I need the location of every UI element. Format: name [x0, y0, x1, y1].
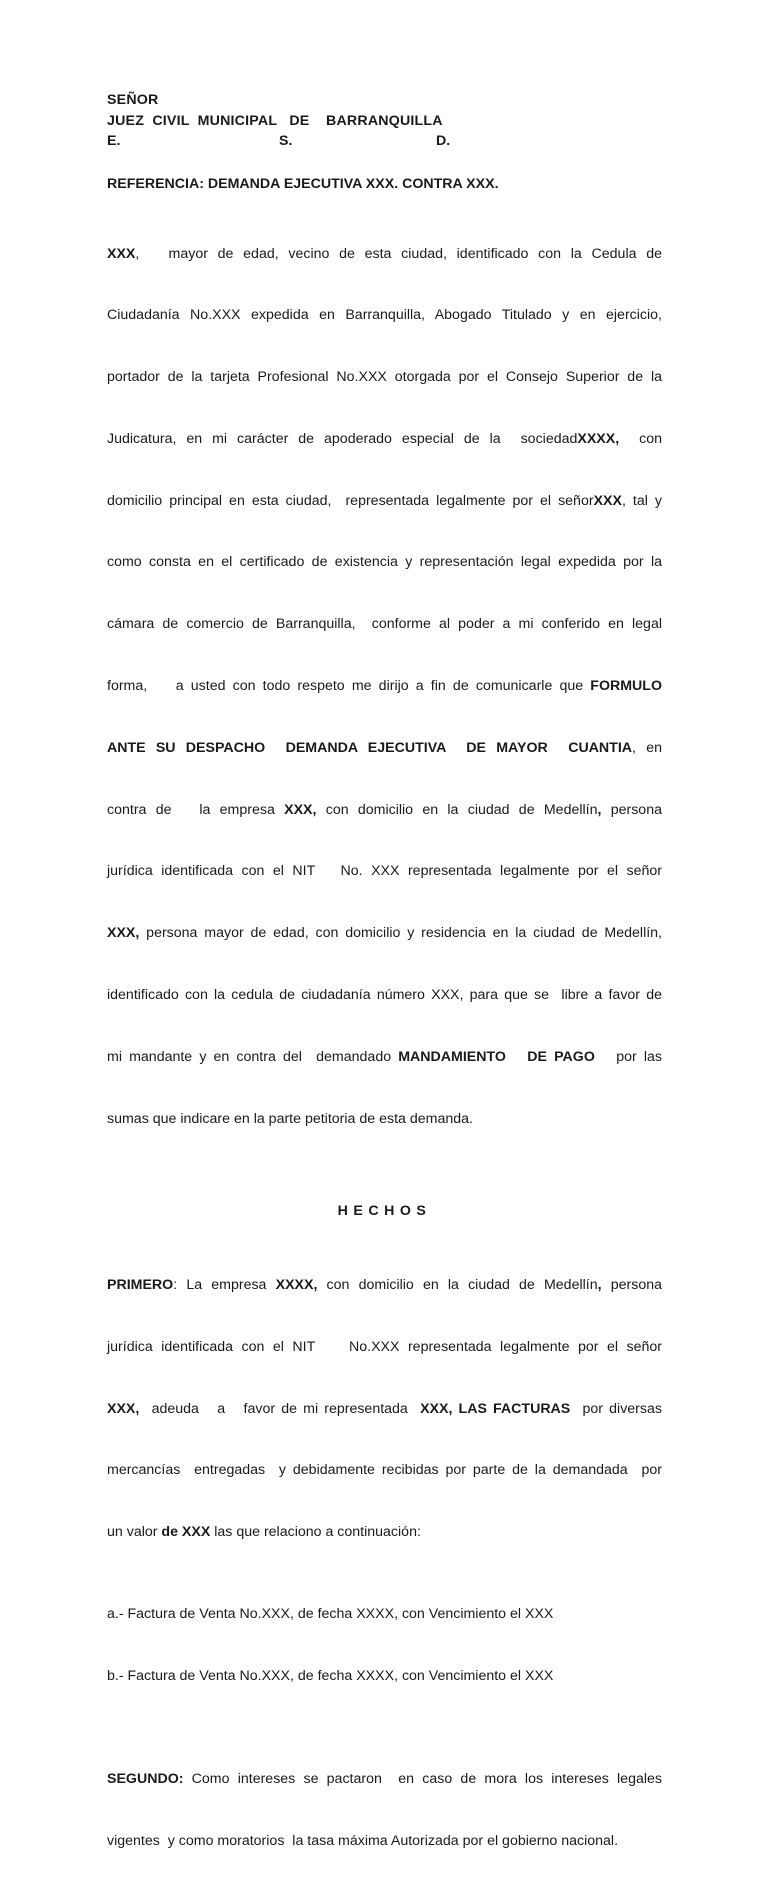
primero-line: XXX, adeuda a favor de mi representada XXX, LAS FACTURAS por diversas — [107, 1400, 662, 1417]
invoice-item-b: b.- Factura de Venta No.XXX, de fecha XXXX, con Vencimiento el XXX — [107, 1667, 554, 1684]
addressee-title: SEÑOR — [107, 92, 159, 108]
intro-line: XXX, persona mayor de edad, con domicilio y residencia en la ciudad de Medellín, — [107, 925, 662, 942]
address-block — [107, 90, 662, 152]
intro-line: Judicatura, en mi carácter de apoderado especial de la sociedadXXXX, con — [107, 430, 662, 447]
intro-line: identificado con la cedula de ciudadanía número XXX, para que se libre a favor de — [107, 986, 662, 1003]
intro-paragraph — [107, 202, 662, 1170]
addressee-court: JUEZ CIVIL MUNICIPAL DE BARRANQUILLA — [107, 112, 443, 129]
intro-line: cámara de comercio de Barranquilla, conforme al poder a mi conferido en legal — [107, 616, 662, 633]
intro-line: contra de la empresa XXX, con domicilio en la ciudad de Medellín, persona — [107, 801, 662, 818]
intro-line: XXX, mayor de edad, vecino de esta ciudad, identificado con la Cedula de — [107, 245, 662, 262]
intro-line: mi mandante y en contra del demandado MANDAMIENTO DE PAGO por las — [107, 1048, 662, 1065]
intro-line: jurídica identificada con el NIT No. XXX representada legalmente por el señor — [107, 863, 662, 880]
document-page — [107, 90, 662, 1893]
segundo-line: SEGUNDO: Como intereses se pactaron en caso de mora los intereses legales — [107, 1771, 662, 1788]
segundo-line: vigentes y como moratorios la tasa máxima Autorizada por el gobierno nacional. — [107, 1833, 619, 1850]
intro-line: Ciudadanía No.XXX expedida en Barranquilla, Abogado Titulado y en ejercicio, — [107, 307, 662, 324]
segundo-paragraph — [107, 1728, 662, 1893]
reference-line: REFERENCIA: DEMANDA EJECUTIVA XXX. CONTRA XXX. — [107, 175, 499, 192]
primero-line: un valor de XXX las que relaciono a continuación: — [107, 1524, 421, 1541]
section-heading-hechos — [107, 1201, 662, 1222]
esd-s: S. — [279, 133, 293, 150]
intro-line: como consta en el certificado de existencia y representación legal expedida por la — [107, 554, 662, 571]
intro-line: forma, a usted con todo respeto me dirijo a fin de comunicarle que FORMULO — [107, 678, 662, 695]
intro-line: domicilio principal en esta ciudad, representada legalmente por el señorXXX, tal y — [107, 492, 662, 509]
esd-d: D. — [436, 133, 451, 150]
primero-paragraph — [107, 1234, 662, 1584]
esd-line — [107, 131, 662, 152]
primero-line: jurídica identificada con el NIT No.XXX representada legalmente por el señor — [107, 1338, 662, 1355]
primero-line: mercancías entregadas y debidamente recibidas por parte de la demandada por — [107, 1462, 662, 1479]
party-name: XXX — [107, 245, 136, 262]
intro-line: sumas que indicare en la parte petitoria de esta demanda. — [107, 1110, 473, 1127]
primero-line: PRIMERO: La empresa XXXX, con domicilio en la ciudad de Medellín, persona — [107, 1277, 662, 1294]
intro-line: ANTE SU DESPACHO DEMANDA EJECUTIVA DE MAYOR CUANTIA, en — [107, 739, 662, 756]
invoice-item-a: a.- Factura de Venta No.XXX, de fecha XXXX, con Vencimiento el XXX — [107, 1605, 554, 1622]
esd-e: E. — [107, 133, 121, 150]
hechos-title: HECHOS — [337, 1203, 432, 1220]
intro-line: portador de la tarjeta Profesional No.XXX otorgada por el Consejo Superior de la — [107, 369, 662, 386]
